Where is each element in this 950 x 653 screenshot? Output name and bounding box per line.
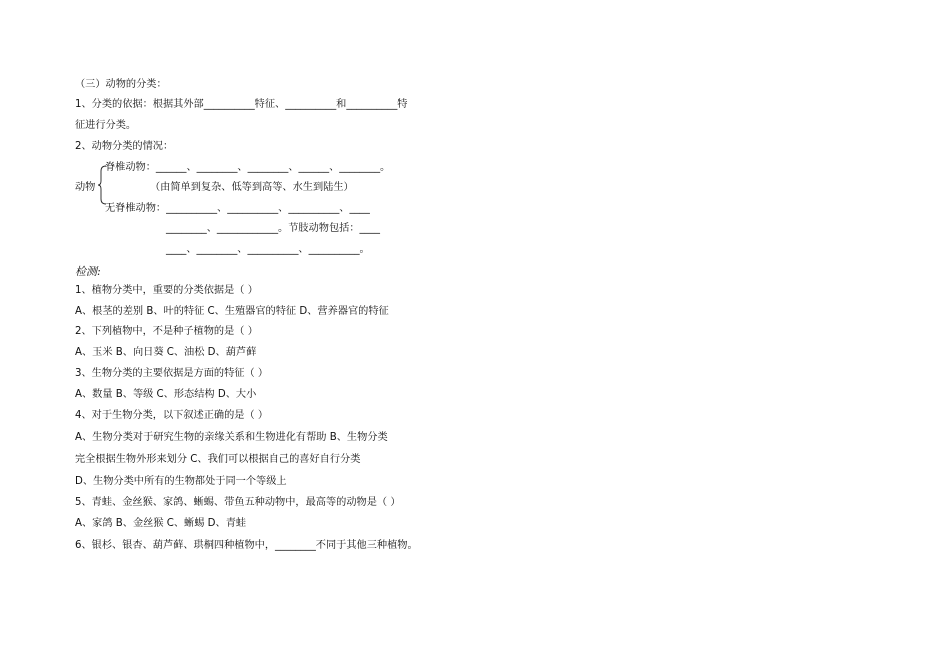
vertebrate-line: 脊椎动物：______、________、________、______、________。 <box>105 162 391 173</box>
basis-line-2: 征进行分类。 <box>75 120 137 131</box>
question-4: 4、对于生物分类，以下叙述正确的是（ ） <box>75 410 269 421</box>
animal-label: 动物 <box>75 182 96 193</box>
question-3: 3、生物分类的主要依据是方面的特征（ ） <box>75 368 269 379</box>
invertebrate-line-3: ____、________、__________、__________。 <box>166 244 370 255</box>
invertebrate-line: 无脊椎动物：__________、__________、__________、____ <box>105 203 370 214</box>
section-title: （三）动物的分类： <box>75 79 167 90</box>
situation-title: 2、动物分类的情况： <box>75 141 174 152</box>
question-4-option-c: D、生物分类中所有的生物都处于同一个等级上 <box>75 476 287 487</box>
test-heading: 检测: <box>75 265 101 278</box>
question-1: 1、植物分类中，重要的分类依据是（ ） <box>75 285 258 296</box>
question-2-options: A、玉米 B、向日葵 C、油松 D、葫芦藓 <box>75 347 257 358</box>
question-1-options: A、根茎的差别 B、叶的特征 C、生殖器官的特征 D、营养器官的特征 <box>75 306 389 317</box>
question-5-options: A、家鸽 B、金丝猴 C、蜥蜴 D、青蛙 <box>75 518 247 529</box>
invertebrate-line-2: ________、____________。节肢动物包括：____ <box>166 223 380 234</box>
basis-line-1: 1、分类的依据：根据其外部__________特征、__________和__________特 <box>75 99 408 110</box>
question-4-option-b: 完全根据生物外形来划分 C、我们可以根据自己的喜好自行分类 <box>75 454 361 465</box>
classification-note: （由简单到复杂、低等到高等、水生到陆生） <box>150 182 354 193</box>
question-5: 5、青蛙、金丝猴、家鸽、蜥蜴、带鱼五种动物中，最高等的动物是（ ） <box>75 497 401 508</box>
question-2: 2、下列植物中，不是种子植物的是（ ） <box>75 326 258 337</box>
question-3-options: A、数量 B、等级 C、形态结构 D、大小 <box>75 389 257 400</box>
question-4-option-a: A、生物分类对于研究生物的亲缘关系和生物进化有帮助 B、生物分类 <box>75 432 388 443</box>
question-6: 6、银杉、银杏、葫芦藓、珙桐四种植物中，________不同于其他三种植物。 <box>75 540 418 551</box>
brace-icon <box>97 165 107 205</box>
